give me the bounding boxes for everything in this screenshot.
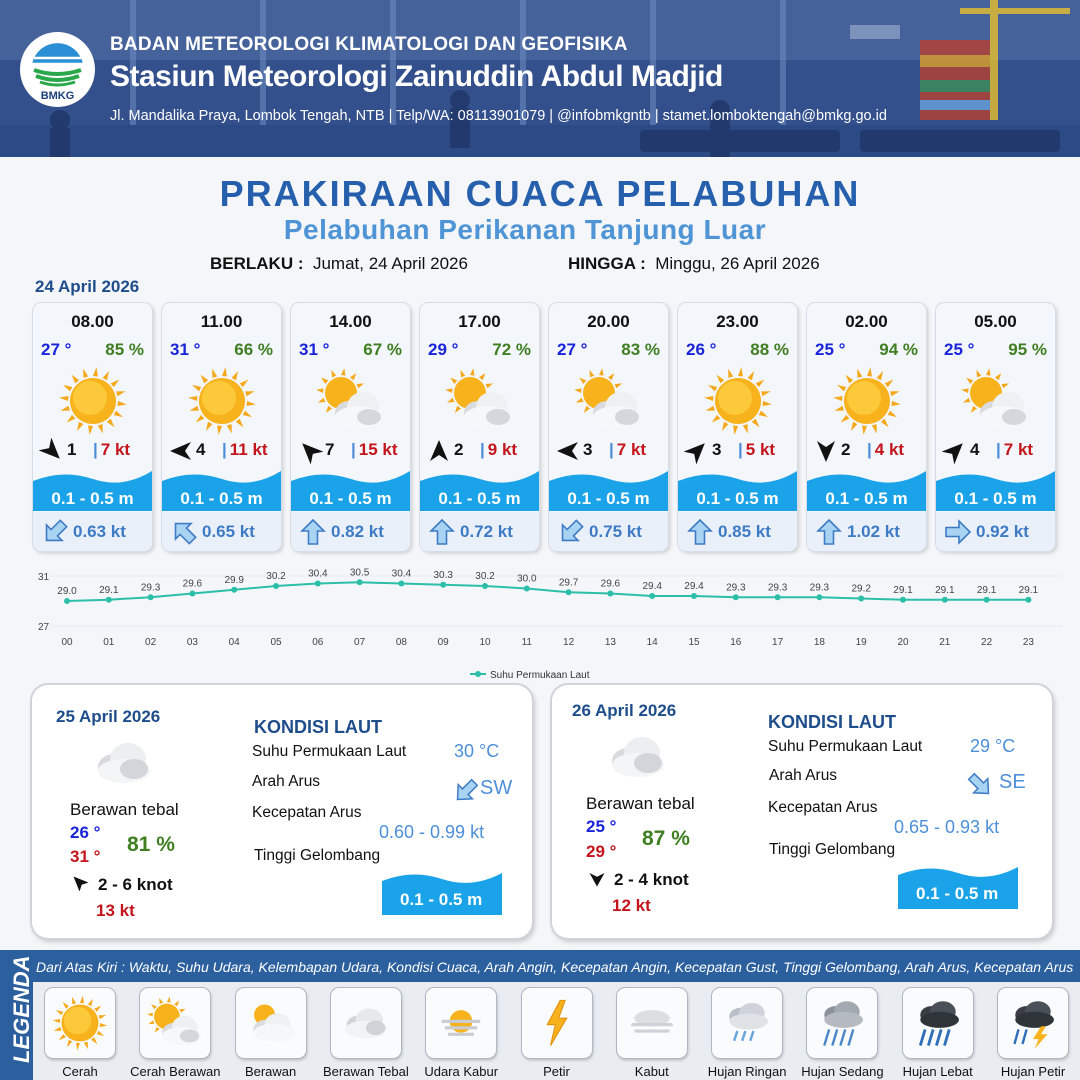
sst-data-point — [984, 597, 990, 603]
sst-data-point — [733, 594, 739, 600]
sst-data-point — [858, 596, 864, 602]
wave-height: 0.1 - 0.5 m — [567, 489, 650, 508]
wind-speed: 2 — [454, 440, 464, 459]
sst-data-point — [691, 593, 697, 599]
light-rain-icon — [712, 988, 782, 1058]
day3-current-dir: SE — [999, 771, 1026, 793]
air-temperature: 25 ° — [815, 340, 846, 359]
gust-speed: | 4 kt — [867, 440, 905, 459]
legend-item — [45, 988, 125, 1079]
sst-data-point — [231, 587, 237, 593]
current-direction-icon — [428, 518, 456, 546]
day3-sst-label: Suhu Permukaan Laut — [768, 738, 923, 755]
sun-cloud-icon — [444, 365, 516, 437]
wind-speed: 3 — [583, 440, 593, 459]
sst-data-point — [273, 583, 279, 589]
hour-card — [291, 303, 410, 551]
sst-data-point — [524, 586, 530, 592]
day2-temp-max: 31 ° — [70, 847, 101, 866]
current-speed: 0.82 kt — [331, 522, 384, 541]
day2-wave: 0.1 - 0.5 m — [400, 890, 483, 909]
current-direction-icon — [686, 518, 714, 546]
gust-speed: | 7 kt — [609, 440, 647, 459]
wave-height: 0.1 - 0.5 m — [825, 489, 908, 508]
day3-wind-speed: 2 - 4 knot — [614, 870, 689, 889]
thick-cloud-icon — [604, 731, 674, 781]
sun-cloud-icon — [315, 365, 387, 437]
sst-data-point — [64, 598, 70, 604]
day2-current-speed-label: Kecepatan Arus — [252, 804, 362, 821]
wind-speed: 4 — [970, 440, 980, 459]
x-tick-label: 21 — [939, 637, 951, 648]
day2-wave-label: Tinggi Gelombang — [254, 847, 381, 864]
legend-item — [707, 988, 792, 1079]
valid-to-value: Minggu, 26 April 2026 — [655, 254, 820, 273]
current-direction-icon — [815, 518, 843, 546]
sst-data-label: 29.4 — [642, 581, 662, 592]
sst-data-label: 30.3 — [433, 569, 453, 581]
hour-card — [420, 303, 539, 551]
sst-data-point — [440, 582, 446, 588]
day2-current-dir-label: Arah Arus — [252, 773, 321, 790]
legend-item-label: Berawan Tebal — [323, 1064, 409, 1079]
legend-item-label: Berawan — [244, 1064, 297, 1079]
gust-speed: | 15 kt — [351, 440, 398, 459]
sst-data-label: 29.3 — [726, 582, 746, 594]
legend-item — [424, 988, 506, 1079]
humidity: 94 % — [879, 340, 918, 359]
humidity: 85 % — [105, 340, 144, 359]
gust-value: 5 kt — [745, 440, 776, 459]
sst-data-label: 29.0 — [57, 586, 77, 597]
day2-date: 25 April 2026 — [56, 707, 161, 726]
day3-date: 26 April 2026 — [572, 701, 677, 720]
sst-data-point — [607, 591, 613, 597]
legend-item — [998, 988, 1078, 1079]
sst-data-label: 30.4 — [391, 568, 412, 580]
wind-direction-icon — [72, 875, 90, 893]
day3-wave-label: Tinggi Gelombang — [769, 841, 896, 858]
current-speed: 0.75 kt — [589, 522, 642, 541]
x-tick-label: 17 — [772, 637, 784, 648]
sst-data-label: 29.4 — [684, 581, 704, 592]
gust-value: 7 kt — [616, 440, 647, 459]
moderate-rain-icon — [807, 988, 877, 1058]
sun-cloud-icon — [140, 988, 210, 1058]
sst-data-point — [775, 594, 781, 600]
wave-height: 0.1 - 0.5 m — [438, 489, 521, 508]
wave-height: 0.1 - 0.5 m — [180, 489, 263, 508]
x-tick-label: 12 — [563, 637, 575, 648]
hour-card — [33, 303, 152, 551]
sst-data-point — [189, 591, 195, 597]
sst-data-point — [566, 589, 572, 595]
legend-item-label: Udara Kabur — [424, 1064, 499, 1079]
current-direction-icon — [170, 518, 198, 546]
legend-item — [617, 988, 697, 1079]
forecast-time: 11.00 — [200, 312, 243, 331]
day2-current-speed: 0.60 - 0.99 kt — [379, 822, 485, 842]
sst-data-point — [816, 594, 822, 600]
x-tick-label: 09 — [437, 637, 449, 648]
hour-card — [678, 303, 797, 551]
day3-current-dir-label: Arah Arus — [769, 767, 838, 784]
x-tick-label: 20 — [897, 637, 909, 648]
sst-data-label: 29.1 — [935, 584, 955, 596]
legend-item-label: Kabut — [634, 1064, 669, 1079]
sst-series-line — [67, 582, 1028, 601]
legend-item — [130, 988, 221, 1079]
current-direction-icon — [557, 518, 585, 546]
gust-value: 11 kt — [229, 440, 268, 459]
sst-data-label: 29.1 — [976, 584, 997, 596]
sst-data-label: 29.3 — [140, 582, 161, 594]
sun-icon — [831, 365, 903, 437]
valid-from — [210, 254, 468, 274]
heavy-rain-icon — [903, 988, 973, 1058]
valid-from-value: Jumat, 24 April 2026 — [312, 254, 468, 273]
x-tick-label: 19 — [855, 637, 867, 648]
sun-icon — [186, 365, 258, 437]
day2-sea-heading: KONDISI LAUT — [254, 717, 382, 737]
day2-gust: 13 kt — [96, 901, 135, 920]
legend-label: Suhu Permukaan Laut — [490, 670, 590, 681]
x-tick-label: 15 — [688, 637, 700, 648]
current-direction-icon — [299, 518, 327, 546]
gust-speed: | 9 kt — [480, 440, 518, 459]
x-tick-label: 22 — [981, 637, 993, 648]
header-banner — [0, 0, 1080, 157]
x-tick-label: 18 — [813, 637, 825, 648]
air-temperature: 31 ° — [170, 340, 201, 359]
current-direction-icon — [944, 518, 972, 546]
x-tick-label: 08 — [395, 637, 407, 648]
gust-speed: | 7 kt — [93, 440, 131, 459]
wind-speed: 2 — [841, 440, 851, 459]
x-tick-label: 04 — [228, 637, 240, 648]
day3-gust: 12 kt — [612, 896, 651, 915]
hour-card — [936, 303, 1055, 551]
day2-condition: Berawan tebal — [70, 800, 179, 819]
port-name: Pelabuhan Perikanan Tanjung Luar — [283, 214, 767, 245]
forecast-time: 14.00 — [329, 312, 372, 331]
current-speed: 1.02 kt — [847, 522, 900, 541]
day2-sst: 30 °C — [454, 741, 500, 761]
humidity: 66 % — [234, 340, 273, 359]
sst-data-label: 29.6 — [182, 578, 203, 590]
valid-from-label: BERLAKU : — [210, 254, 304, 273]
x-tick-label: 14 — [646, 637, 658, 648]
x-tick-label: 01 — [103, 637, 115, 648]
day2-current-dir: SW — [480, 777, 513, 799]
station-name: Stasiun Meteorologi Zainuddin Abdul Madjid — [110, 60, 723, 93]
x-tick-label: 13 — [604, 637, 616, 648]
day3-current-speed-label: Kecepatan Arus — [768, 799, 878, 816]
current-se-arrow-icon — [966, 771, 994, 799]
fog-icon — [617, 988, 687, 1058]
thick-cloud-icon — [331, 988, 401, 1058]
legend-item-label: Petir — [543, 1064, 570, 1079]
gust-value: 4 kt — [874, 440, 905, 459]
x-tick-label: 02 — [145, 637, 157, 648]
x-tick-label: 07 — [354, 637, 366, 648]
legend-item — [902, 988, 983, 1079]
forecast-time: 23.00 — [716, 312, 759, 331]
y-tick-label: 27 — [38, 622, 50, 633]
sst-data-label: 29.1 — [99, 584, 119, 596]
day3-current-speed: 0.65 - 0.93 kt — [894, 817, 1000, 837]
gust-value: 7 kt — [1003, 440, 1034, 459]
day3-condition: Berawan tebal — [586, 794, 695, 813]
x-tick-label: 05 — [270, 637, 282, 648]
sun-cloud-icon — [573, 365, 645, 437]
sst-line-chart — [0, 560, 1080, 685]
current-speed: 0.63 kt — [73, 522, 126, 541]
day3-temp-max: 29 ° — [586, 842, 617, 861]
day3-panel — [552, 685, 1052, 938]
thick-cloud-icon — [90, 737, 160, 787]
legend-marker — [475, 671, 481, 677]
wave-height: 0.1 - 0.5 m — [309, 489, 392, 508]
sst-data-label: 30.0 — [517, 573, 537, 585]
air-temperature: 29 ° — [428, 340, 459, 359]
lightning-icon — [522, 988, 592, 1058]
wind-speed: 1 — [67, 440, 77, 459]
air-temperature: 31 ° — [299, 340, 330, 359]
gust-value: 9 kt — [487, 440, 518, 459]
cloudy-icon — [236, 988, 306, 1058]
day3-sst: 29 °C — [970, 736, 1016, 756]
current-direction-icon — [41, 518, 69, 546]
day1-date: 24 April 2026 — [35, 277, 140, 296]
legend-item-label: Hujan Lebat — [902, 1064, 973, 1079]
sst-data-label: 30.2 — [475, 571, 495, 582]
legend-title: LEGENDA — [9, 955, 34, 1063]
legend-item — [236, 988, 316, 1079]
haze-icon — [426, 988, 496, 1058]
current-speed: 0.85 kt — [718, 522, 771, 541]
y-tick-label: 31 — [38, 572, 50, 583]
gust-value: 7 kt — [100, 440, 131, 459]
forecast-time: 02.00 — [845, 312, 888, 331]
wind-speed: 4 — [196, 440, 206, 459]
x-tick-label: 23 — [1022, 637, 1034, 648]
sst-data-point — [398, 581, 404, 587]
current-sw-arrow-icon — [452, 777, 480, 805]
x-tick-label: 06 — [312, 637, 324, 648]
sst-data-point — [900, 597, 906, 603]
gust-value: 15 kt — [358, 440, 398, 459]
sst-data-point — [357, 579, 363, 585]
sun-cloud-icon — [960, 365, 1032, 437]
wave-height: 0.1 - 0.5 m — [51, 489, 134, 508]
sst-data-label: 29.7 — [558, 577, 579, 589]
sst-data-label: 29.3 — [767, 582, 788, 594]
air-temperature: 27 ° — [41, 340, 72, 359]
forecast-time: 17.00 — [458, 312, 501, 331]
valid-to-label: HINGGA : — [568, 254, 646, 273]
hour-card — [162, 303, 281, 551]
current-speed: 0.65 kt — [202, 522, 255, 541]
legend-item-label: Cerah Berawan — [130, 1064, 221, 1079]
page-title: PRAKIRAAN CUACA PELABUHAN — [219, 173, 861, 214]
legend-section — [0, 950, 1080, 1080]
thunderstorm-icon — [998, 988, 1068, 1058]
air-temperature: 25 ° — [944, 340, 975, 359]
sst-data-label: 29.9 — [224, 574, 244, 586]
sst-data-label: 29.2 — [851, 583, 871, 595]
gust-speed: | 5 kt — [738, 440, 776, 459]
forecast-time: 20.00 — [587, 312, 630, 331]
humidity: 95 % — [1008, 340, 1047, 359]
sst-data-point — [148, 594, 154, 600]
legend-item-label: Hujan Sedang — [801, 1064, 884, 1079]
sst-data-label: 29.3 — [809, 582, 830, 594]
sst-data-label: 29.1 — [1018, 584, 1039, 596]
sun-icon — [45, 988, 115, 1058]
sst-data-label: 30.2 — [266, 571, 286, 582]
x-tick-label: 16 — [730, 637, 742, 648]
x-tick-label: 11 — [521, 637, 532, 648]
logo-text: BMKG — [40, 90, 75, 102]
sst-data-point — [315, 581, 321, 587]
current-speed: 0.72 kt — [460, 522, 513, 541]
wave-height: 0.1 - 0.5 m — [696, 489, 779, 508]
humidity: 83 % — [621, 340, 660, 359]
forecast-time: 08.00 — [71, 312, 114, 331]
sst-data-point — [106, 597, 112, 603]
air-temperature: 26 ° — [686, 340, 717, 359]
humidity: 67 % — [363, 340, 402, 359]
legend-item-label: Hujan Ringan — [707, 1064, 787, 1079]
legend-item — [801, 988, 887, 1079]
day3-wave: 0.1 - 0.5 m — [916, 884, 999, 903]
sst-data-point — [649, 593, 655, 599]
wind-speed: 7 — [325, 440, 335, 459]
gust-speed: | 11 kt — [222, 440, 268, 459]
valid-to — [568, 254, 820, 274]
day3-humidity: 87 % — [642, 827, 690, 850]
legend-description: Dari Atas Kiri : Waktu, Suhu Udara, Kelembapan Udara, Kondisi Cuaca, Arah Angin, Kecepatan Angin, Kecepatan Gust, Tinggi Gelombang, Arah Arus, Kecepatan Arus — [36, 959, 1074, 975]
wind-speed: 3 — [712, 440, 722, 459]
legend-item — [522, 988, 602, 1079]
sst-data-point — [942, 597, 948, 603]
current-speed: 0.92 kt — [976, 522, 1029, 541]
sst-data-label: 29.1 — [893, 584, 913, 596]
sst-data-label: 29.6 — [600, 578, 621, 590]
sst-data-point — [482, 583, 488, 589]
humidity: 72 % — [492, 340, 531, 359]
humidity: 88 % — [750, 340, 789, 359]
station-address: Jl. Mandalika Praya, Lombok Tengah, NTB | Telp/WA: 08113901079 | @infobmkgntb | stamet.lomboktengah@bmkg.go.id — [110, 108, 887, 124]
hourly-forecast-cards — [33, 303, 1055, 551]
day2-temp-min: 26 ° — [70, 823, 101, 842]
day3-sea-heading: KONDISI LAUT — [768, 712, 896, 732]
gust-speed: | 7 kt — [996, 440, 1034, 459]
day2-humidity: 81 % — [127, 833, 175, 856]
day3-temp-min: 25 ° — [586, 817, 617, 836]
day2-sst-label: Suhu Permukaan Laut — [252, 743, 407, 760]
organization-name: BADAN METEOROLOGI KLIMATOLOGI DAN GEOFISIKA — [110, 34, 628, 55]
sun-icon — [57, 365, 129, 437]
hour-card — [807, 303, 926, 551]
sst-data-point — [1025, 597, 1031, 603]
x-tick-label: 10 — [479, 637, 491, 648]
legend-item-label: Hujan Petir — [1000, 1064, 1066, 1079]
x-tick-label: 03 — [186, 637, 198, 648]
legend-item — [323, 988, 411, 1079]
air-temperature: 27 ° — [557, 340, 588, 359]
wave-height: 0.1 - 0.5 m — [954, 489, 1037, 508]
wind-direction-icon — [588, 870, 606, 888]
hour-card — [549, 303, 668, 551]
day2-panel — [32, 685, 532, 938]
day2-wind-speed: 2 - 6 knot — [98, 875, 173, 894]
sst-data-label: 30.5 — [349, 567, 370, 579]
sun-icon — [702, 365, 774, 437]
x-tick-label: 00 — [61, 637, 73, 648]
legend-item-label: Cerah — [62, 1064, 98, 1079]
forecast-time: 05.00 — [974, 312, 1017, 331]
sst-data-label: 30.4 — [308, 568, 328, 580]
